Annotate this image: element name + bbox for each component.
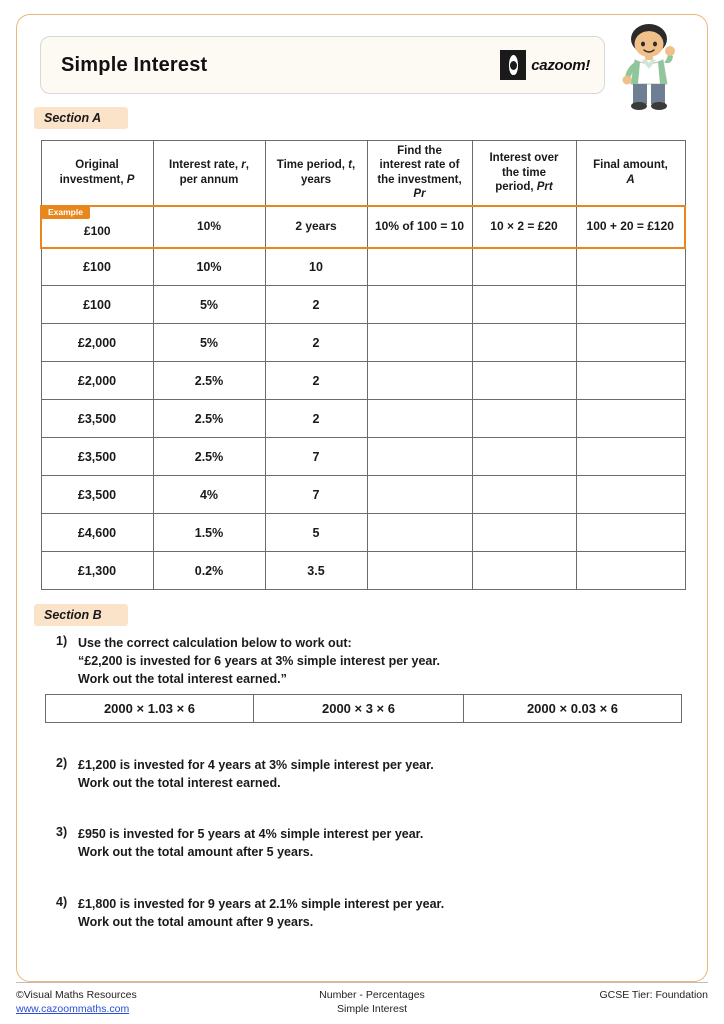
col-header-interest-over-time: Interest over the time period, Prt xyxy=(472,141,576,206)
cell-rate: 4% xyxy=(153,476,265,514)
cell-time: 2 xyxy=(265,362,367,400)
cell-pr-answer[interactable] xyxy=(367,248,472,286)
table-row xyxy=(41,552,685,590)
cell-amount-answer[interactable] xyxy=(576,362,685,400)
cell-investment: £4,600 xyxy=(41,514,153,552)
question-1-text: Use the correct calculation below to work out: “£2,200 is invested for 6 years at 3% simple interest per year. Work out the total interest earned.” xyxy=(78,636,440,687)
col-header-original-investment: Original investment, P xyxy=(41,141,153,206)
worksheet-header xyxy=(40,36,605,94)
option-2[interactable]: 2000 × 3 × 6 xyxy=(254,695,464,723)
cell-pr-answer[interactable] xyxy=(367,400,472,438)
cell-prt-answer[interactable] xyxy=(472,514,576,552)
col-header-find-interest-rate: Find the interest rate of the investment, Pr xyxy=(367,141,472,206)
table-row xyxy=(41,400,685,438)
question-1-number: 1) xyxy=(56,634,68,648)
cell-rate: 5% xyxy=(153,324,265,362)
cell-amount-answer[interactable] xyxy=(576,476,685,514)
example-pr-cell: 10% of 100 = 10 xyxy=(367,206,472,248)
question-1 xyxy=(40,634,688,692)
cell-investment: £1,300 xyxy=(41,552,153,590)
cell-amount-answer[interactable] xyxy=(576,286,685,324)
cell-prt-answer[interactable] xyxy=(472,476,576,514)
cell-amount-answer[interactable] xyxy=(576,514,685,552)
cell-time: 5 xyxy=(265,514,367,552)
cell-pr-answer[interactable] xyxy=(367,476,472,514)
table-row-example xyxy=(41,206,685,248)
cell-rate: 5% xyxy=(153,286,265,324)
col-header-interest-rate: Interest rate, r, per annum xyxy=(153,141,265,206)
example-amount-cell: 100 + 20 = £120 xyxy=(576,206,685,248)
cell-pr-answer[interactable] xyxy=(367,324,472,362)
section-a-label: Section A xyxy=(34,107,128,129)
logo-text: cazoom! xyxy=(531,56,590,74)
cell-amount-answer[interactable] xyxy=(576,248,685,286)
table-header-row xyxy=(41,141,685,206)
cell-rate: 2.5% xyxy=(153,438,265,476)
cell-amount-answer[interactable] xyxy=(576,438,685,476)
footer-website-link[interactable]: www.cazoommaths.com xyxy=(16,1003,130,1016)
cell-investment: £3,500 xyxy=(41,476,153,514)
question-2 xyxy=(40,756,688,796)
cell-time: 2 xyxy=(265,324,367,362)
cell-time: 7 xyxy=(265,476,367,514)
cell-amount-answer[interactable] xyxy=(576,400,685,438)
cell-rate: 10% xyxy=(153,248,265,286)
cell-rate: 1.5% xyxy=(153,514,265,552)
col-header-time-period: Time period, t, years xyxy=(265,141,367,206)
page-footer xyxy=(16,988,708,1016)
question-3-number: 3) xyxy=(56,825,68,839)
question-2-line2-post: earned. xyxy=(232,776,281,791)
cell-amount-answer[interactable] xyxy=(576,552,685,590)
question-4-text: £1,800 is invested for 9 years at 2.1% simple interest per year. Work out the total amount after 9 years. xyxy=(78,897,445,930)
table-row xyxy=(41,286,685,324)
mascot-illustration xyxy=(612,22,686,114)
table-row xyxy=(41,324,685,362)
footer-tier: GCSE Tier: Foundation xyxy=(599,989,708,1001)
question-2-number: 2) xyxy=(56,756,68,770)
cell-rate: 0.2% xyxy=(153,552,265,590)
options-row xyxy=(46,695,682,723)
section-b-label: Section B xyxy=(34,604,128,626)
cell-prt-answer[interactable] xyxy=(472,552,576,590)
cell-time: 2 xyxy=(265,286,367,324)
cell-investment: £2,000 xyxy=(41,324,153,362)
example-rate-cell: 10% xyxy=(153,206,265,248)
question-4 xyxy=(40,895,688,935)
table-row xyxy=(41,438,685,476)
cell-rate: 2.5% xyxy=(153,400,265,438)
footer-copyright: ©Visual Maths Resources xyxy=(16,989,137,1001)
cell-investment: £100 xyxy=(41,248,153,286)
footer-divider xyxy=(16,982,708,983)
cell-amount-answer[interactable] xyxy=(576,324,685,362)
footer-topic: Number - Percentages xyxy=(319,989,425,1001)
cell-rate: 2.5% xyxy=(153,362,265,400)
cell-investment: £100 xyxy=(41,286,153,324)
cell-investment: £3,500 xyxy=(41,400,153,438)
option-3[interactable]: 2000 × 0.03 × 6 xyxy=(464,695,682,723)
cell-prt-answer[interactable] xyxy=(472,286,576,324)
cell-pr-answer[interactable] xyxy=(367,514,472,552)
col-header-final-amount: Final amount, A xyxy=(576,141,685,206)
cell-prt-answer[interactable] xyxy=(472,438,576,476)
cell-pr-answer[interactable] xyxy=(367,286,472,324)
cell-pr-answer[interactable] xyxy=(367,362,472,400)
option-1[interactable]: 2000 × 1.03 × 6 xyxy=(46,695,254,723)
cell-time: 10 xyxy=(265,248,367,286)
question-2-text: £1,200 is invested for 4 years at 3% simple interest per year. Work out the total interest earned. xyxy=(78,758,434,791)
cell-prt-answer[interactable] xyxy=(472,248,576,286)
table-row xyxy=(41,362,685,400)
cell-investment: £3,500 xyxy=(41,438,153,476)
footer-center xyxy=(257,988,487,1016)
example-prt-cell: 10 × 2 = £20 xyxy=(472,206,576,248)
cell-time: 2 xyxy=(265,400,367,438)
cazoom-logo xyxy=(500,50,590,80)
question-1-options xyxy=(45,694,682,723)
cell-pr-answer[interactable] xyxy=(367,438,472,476)
cell-prt-answer[interactable] xyxy=(472,362,576,400)
table-row xyxy=(41,248,685,286)
footer-left xyxy=(16,988,246,1016)
question-2-emphasis: interest xyxy=(187,776,233,791)
footer-subtopic: Simple Interest xyxy=(336,1003,408,1016)
cell-prt-answer[interactable] xyxy=(472,400,576,438)
cazoom-bell-icon xyxy=(500,50,526,80)
cell-time: 3.5 xyxy=(265,552,367,590)
interest-table xyxy=(40,140,686,590)
cell-pr-answer[interactable] xyxy=(367,552,472,590)
page-title: Simple Interest xyxy=(61,53,208,76)
question-4-number: 4) xyxy=(56,895,68,909)
table-row xyxy=(41,476,685,514)
example-time-cell: 2 years xyxy=(265,206,367,248)
example-badge: Example xyxy=(41,206,90,219)
table-row xyxy=(41,514,685,552)
cell-investment: £2,000 xyxy=(41,362,153,400)
cell-prt-answer[interactable] xyxy=(472,324,576,362)
question-3 xyxy=(40,825,688,865)
question-3-text: £950 is invested for 5 years at 4% simple interest per year. Work out the total amount after 5 years. xyxy=(78,827,424,860)
cell-time: 7 xyxy=(265,438,367,476)
example-investment-cell: Example £100 xyxy=(41,206,153,248)
question-2-line2-pre: Work out the total xyxy=(78,776,188,791)
